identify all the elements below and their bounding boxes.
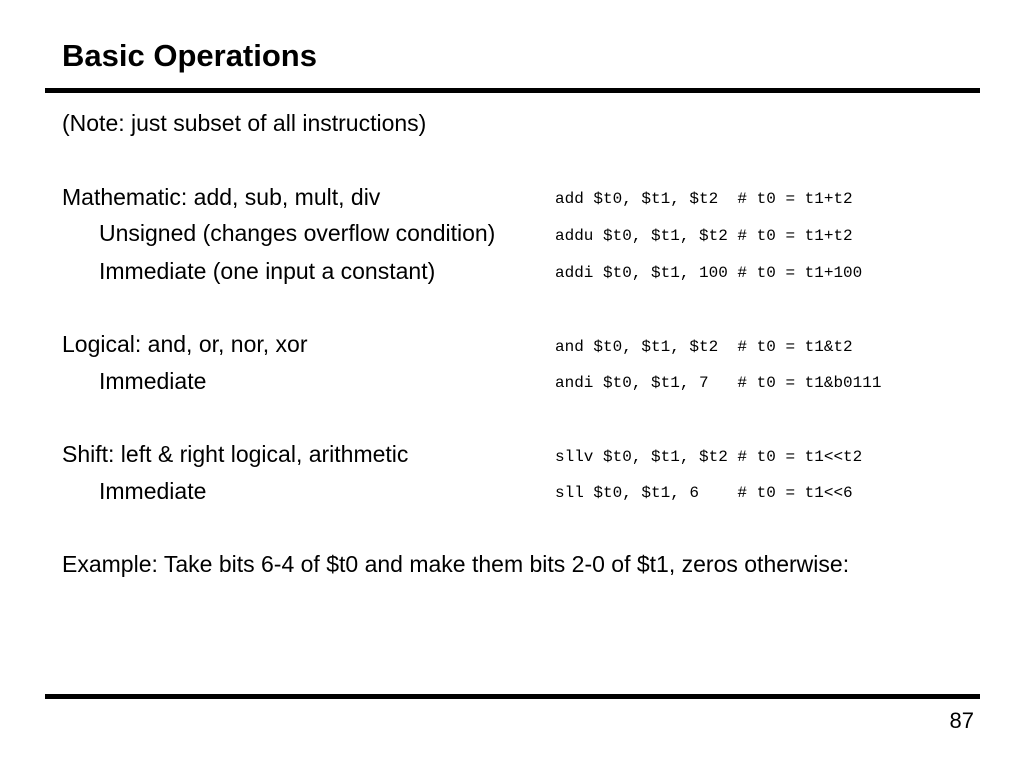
shift-code: sllv $t0, $t1, $t2 # t0 = t1<<t2: [555, 448, 863, 466]
shift-immediate-code: sll $t0, $t1, 6 # t0 = t1<<6: [555, 484, 853, 502]
logical-code: and $t0, $t1, $t2 # t0 = t1&t2: [555, 338, 853, 356]
note-text: (Note: just subset of all instructions): [62, 110, 427, 136]
unsigned-code: addu $t0, $t1, $t2 # t0 = t1+t2: [555, 227, 853, 245]
shift-label: Shift: left & right logical, arithmetic: [62, 441, 409, 467]
mathematic-code: add $t0, $t1, $t2 # t0 = t1+t2: [555, 190, 853, 208]
logical-immediate-label: Immediate: [99, 368, 207, 394]
top-divider: [45, 88, 980, 93]
shift-immediate-label: Immediate: [99, 478, 207, 504]
math-immediate-code: addi $t0, $t1, 100 # t0 = t1+100: [555, 264, 863, 282]
example-text: Example: Take bits 6-4 of $t0 and make them bits 2-0 of $t1, zeros otherwise:: [62, 551, 850, 577]
bottom-divider: [45, 694, 980, 699]
math-immediate-label: Immediate (one input a constant): [99, 258, 436, 284]
logical-label: Logical: and, or, nor, xor: [62, 331, 308, 357]
unsigned-label: Unsigned (changes overflow condition): [99, 220, 496, 246]
slide-title: Basic Operations: [62, 38, 317, 73]
page-number: 87: [949, 708, 974, 733]
logical-immediate-code: andi $t0, $t1, 7 # t0 = t1&b0111: [555, 374, 882, 392]
mathematic-label: Mathematic: add, sub, mult, div: [62, 184, 381, 210]
